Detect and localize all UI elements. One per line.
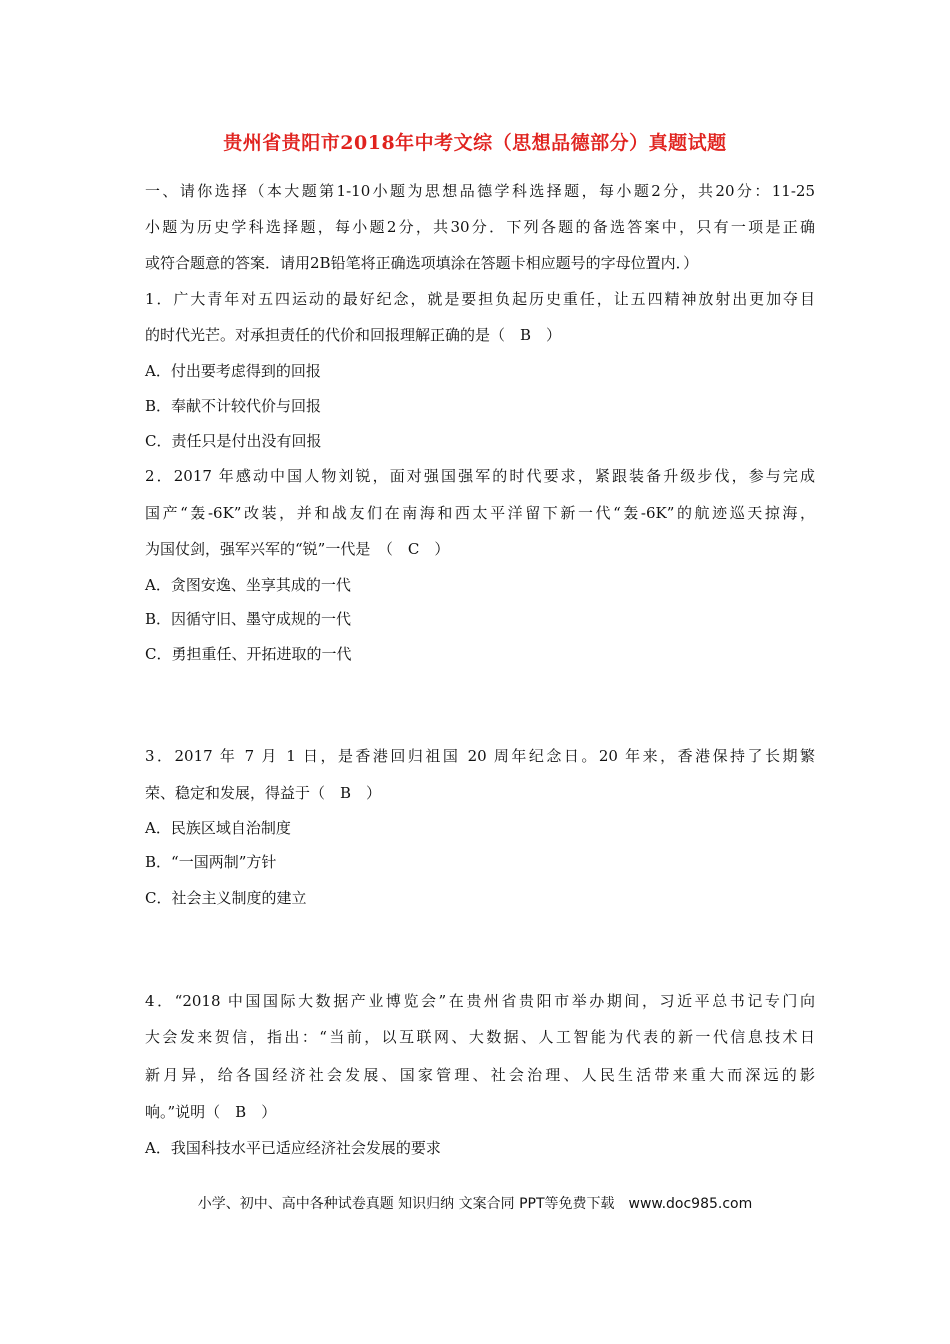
question-3-stem-line-1: 3．2017 年 7 月 1 日，是香港回归祖国 20 周年纪念日。20 年来，香港保持了长期繁 — [145, 747, 815, 765]
question-3-option-a: A．民族区域自治制度 — [145, 819, 291, 837]
question-2-stem-line-2: 国产“轰-6K”改装，并和战友们在南海和西太平洋留下新一代“轰-6K”的航迹巡天掠海， — [145, 504, 815, 522]
instructions-line-1: 一、请你选择（本大题第1-10小题为思想品德学科选择题，每小题2分，共20分：11-25 — [145, 182, 815, 200]
question-2-stem-line-1: 2．2017 年感动中国人物刘锐，面对强国强军的时代要求，紧跟装备升级步伐，参与完成 — [145, 467, 815, 485]
question-4-option-a: A．我国科技水平已适应经济社会发展的要求 — [145, 1139, 441, 1157]
question-1-option-b: B．奉献不计较代价与回报 — [145, 397, 322, 415]
question-1-option-a: A．付出要考虑得到的回报 — [145, 362, 321, 380]
question-3-stem-line-2: 荣、稳定和发展，得益于（ B ） — [145, 784, 382, 802]
question-1-stem-line-1: 1．广大青年对五四运动的最好纪念，就是要担负起历史重任，让五四精神放射出更加夺目 — [145, 290, 815, 308]
instructions-line-3: 或符合题意的答案．请用2B铅笔将正确选项填涂在答题卡相应题号的字母位置内．） — [145, 254, 699, 272]
question-3-option-c: C．社会主义制度的建立 — [145, 889, 307, 907]
question-4-stem-line-2: 大会发来贺信，指出：“当前，以互联网、大数据、人工智能为代表的新一代信息技术日 — [145, 1028, 815, 1046]
question-2-option-b: B．因循守旧、墨守成规的一代 — [145, 610, 352, 628]
question-4-stem-line-4: 响。”说明（ B ） — [145, 1103, 277, 1121]
page-footer: 小学、初中、高中各种试卷真题 知识归纳 文案合同 PPT等免费下载 www.doc985.com — [197, 1196, 753, 1212]
question-1-stem-line-2: 的时代光芒。对承担责任的代价和回报理解正确的是（ B ） — [145, 326, 562, 344]
question-1-option-c: C．责任只是付出没有回报 — [145, 432, 322, 450]
instructions-line-2: 小题为历史学科选择题，每小题2分，共30分．下列各题的备选答案中，只有一项是正确 — [145, 218, 815, 236]
question-2-option-c: C．勇担重任、开拓进取的一代 — [145, 645, 352, 663]
question-2-option-a: A．贪图安逸、坐享其成的一代 — [145, 576, 351, 594]
question-2-stem-line-3: 为国仗剑，强军兴军的“锐”一代是 （ C ） — [145, 540, 450, 558]
document-title: 贵州省贵阳市2018年中考文综（思想品德部分）真题试题 — [223, 132, 727, 154]
question-3-option-b: B．“一国两制”方针 — [145, 853, 277, 871]
question-4-stem-line-1: 4．“2018 中国国际大数据产业博览会”在贵州省贵阳市举办期间，习近平总书记专门向 — [145, 992, 815, 1010]
question-4-stem-line-3: 新月异，给各国经济社会发展、国家管理、社会治理、人民生活带来重大而深远的影 — [145, 1066, 815, 1084]
